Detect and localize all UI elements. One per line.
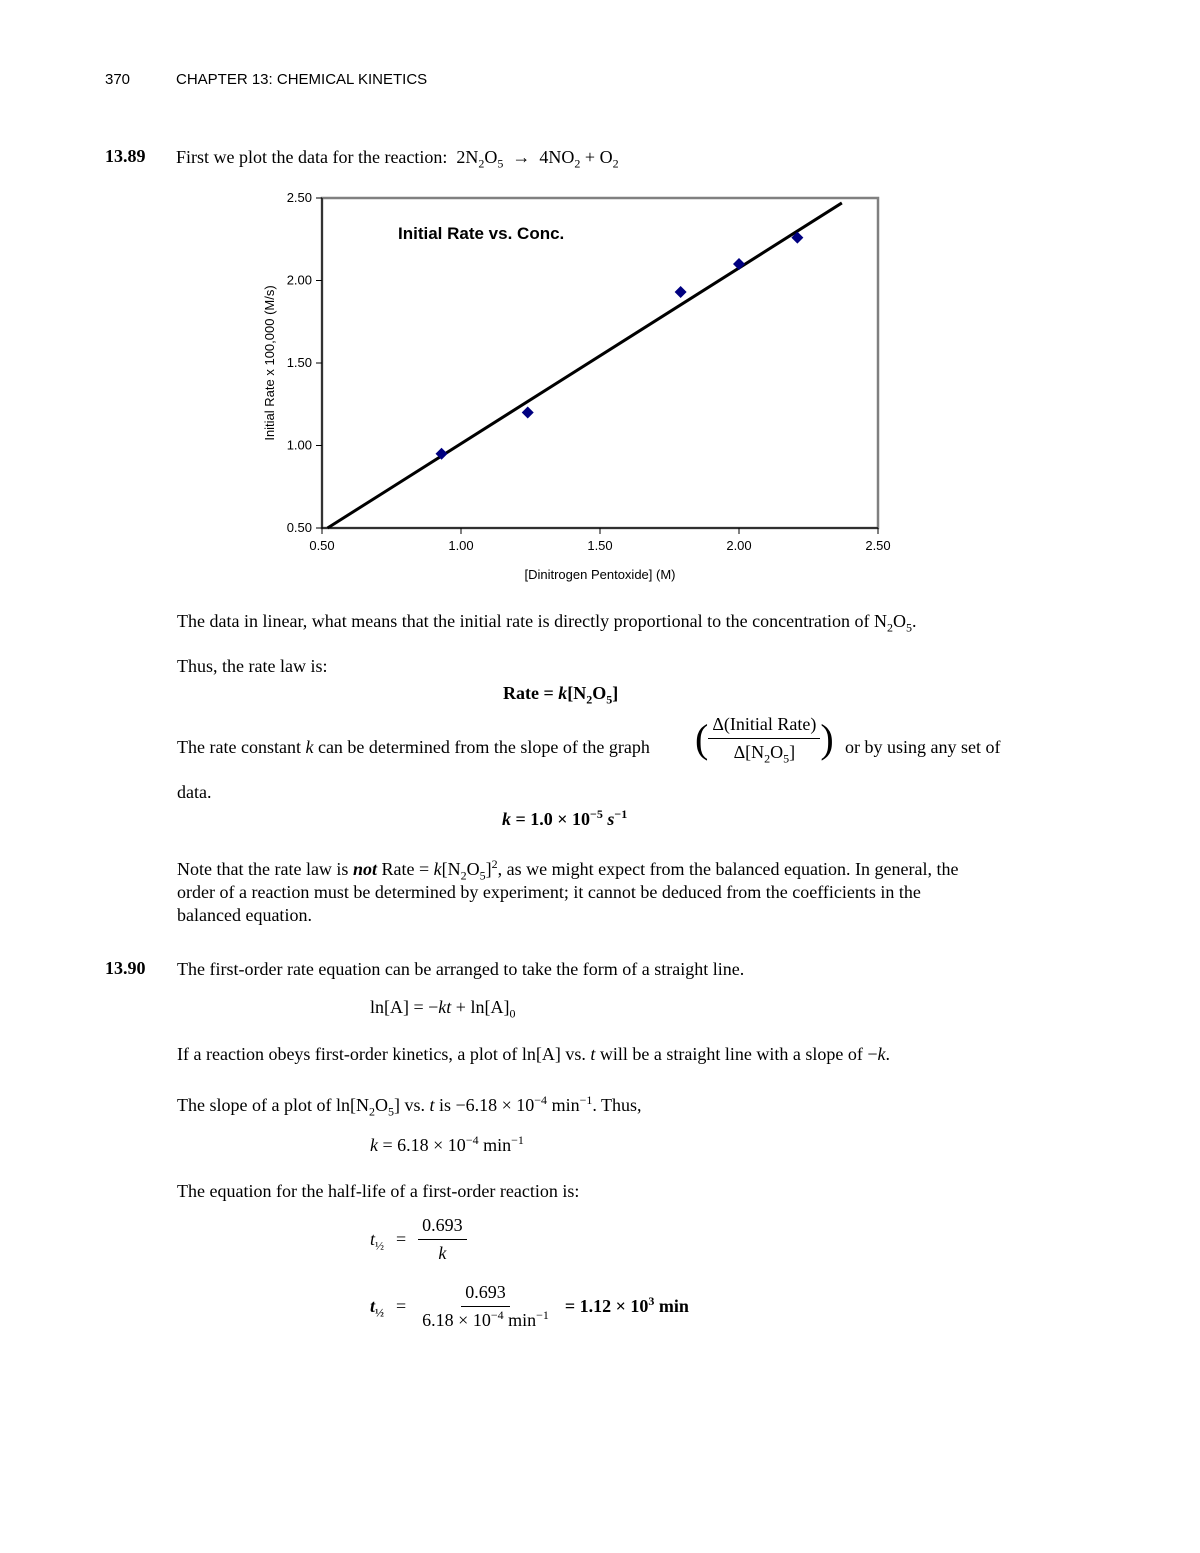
first-order-equation: $\ln[A] = -kt + \ln[A]_0$ — [370, 997, 516, 1021]
page-number: 370 — [105, 71, 131, 88]
data-word: data. — [177, 782, 212, 802]
y-tick-label: 2.00 — [286, 272, 312, 288]
chapter-title: CHAPTER 13: CHEMICAL KINETICS — [176, 71, 428, 88]
half-life-intro: The equation for the half-life of a first-order reaction is: — [177, 1181, 580, 1201]
reaction-arrow: → — [512, 147, 531, 167]
problem-number-13-90: 13.90 — [105, 958, 146, 978]
y-tick-label: 2.50 — [286, 190, 312, 205]
x-tick-label: 1.00 — [448, 538, 474, 553]
x-tick-label: 0.50 — [309, 538, 335, 553]
note-paragraph: Note that the rate law is not Rate = $k[N_2O_5]^2$, as we might expect from the balanced equation. In general, the order of a reaction must be determined by experiment; it cannot be deduced from the coefficients in the balanced equation. — [177, 857, 959, 925]
x-axis-label: [Dinitrogen Pentoxide] (M) — [524, 567, 676, 582]
problem-number-13-89: 13.89 — [105, 146, 146, 166]
reaction-equation: $2N_2O_5 \to 4NO_2 + O_2$ — [456, 147, 619, 171]
half-life-calculation: $t_{\frac{1}{2}}$ = $\frac{0.693}{6.18 \times 10^{-4} \min^{-1}}$ = $1.12 \times 10^3$ min — [370, 1282, 689, 1330]
k-equation: $k = 6.18 \times 10^{-4}$ $\min^{-1}$ — [370, 1133, 524, 1155]
problem-13-89-intro: First we plot the data for the reaction: $2N_2O_5 \to 4NO_2 + O_2$ — [176, 147, 619, 171]
rate-law-intro: Thus, the rate law is: — [177, 656, 328, 676]
y-tick-label: 1.00 — [286, 437, 312, 453]
rate-constant-text-end: or by using any set of — [845, 737, 1001, 757]
half-life-result: = $1.12 \times 10^3$ min — [564, 1294, 689, 1316]
chart-title: Initial Rate vs. Conc. — [398, 224, 565, 243]
slope-fraction: ( $\frac{\text{Δ(Initial Rate)}}{\Delta[N_2O_5]}$ ) — [695, 714, 834, 766]
x-tick-label: 1.50 — [587, 538, 613, 553]
slope-text: The slope of a plot of $\ln[N_2O_5]$ vs. t is $-6.18 \times 10^{-4}$ $\min^{-1}$. Thus, — [177, 1093, 642, 1119]
k-value-equation: $k = 1.0 \times 10^{-5}$ $s^{-1}$ — [502, 807, 628, 829]
y-tick-label: 0.50 — [286, 520, 312, 535]
initial-rate-chart — [255, 185, 915, 595]
half-life-formula: $t_{\frac{1}{2}}$ = $\frac{0.693}{k}$ — [370, 1214, 467, 1265]
y-axis-label: Initial Rate x 100,000 (M/s) — [262, 285, 277, 441]
rate-law-equation: Rate = $k[N_2O_5]$ — [503, 683, 619, 707]
x-tick-label: 2.00 — [726, 538, 752, 553]
first-order-intro: The first-order rate equation can be arranged to take the form of a straight line. — [177, 959, 745, 979]
y-tick-label: 1.50 — [286, 355, 312, 370]
x-tick-label: 2.50 — [865, 538, 891, 553]
first-order-plot-text: If a reaction obeys first-order kinetics, a plot of ln[A] vs. t will be a straight line with a slope of −k. — [177, 1044, 890, 1064]
rate-constant-text: The rate constant k can be determined from the slope of the graph — [177, 737, 650, 757]
linear-statement: The data in linear, what means that the initial rate is directly proportional to the concentration of $N_2O_5$. — [177, 611, 917, 635]
